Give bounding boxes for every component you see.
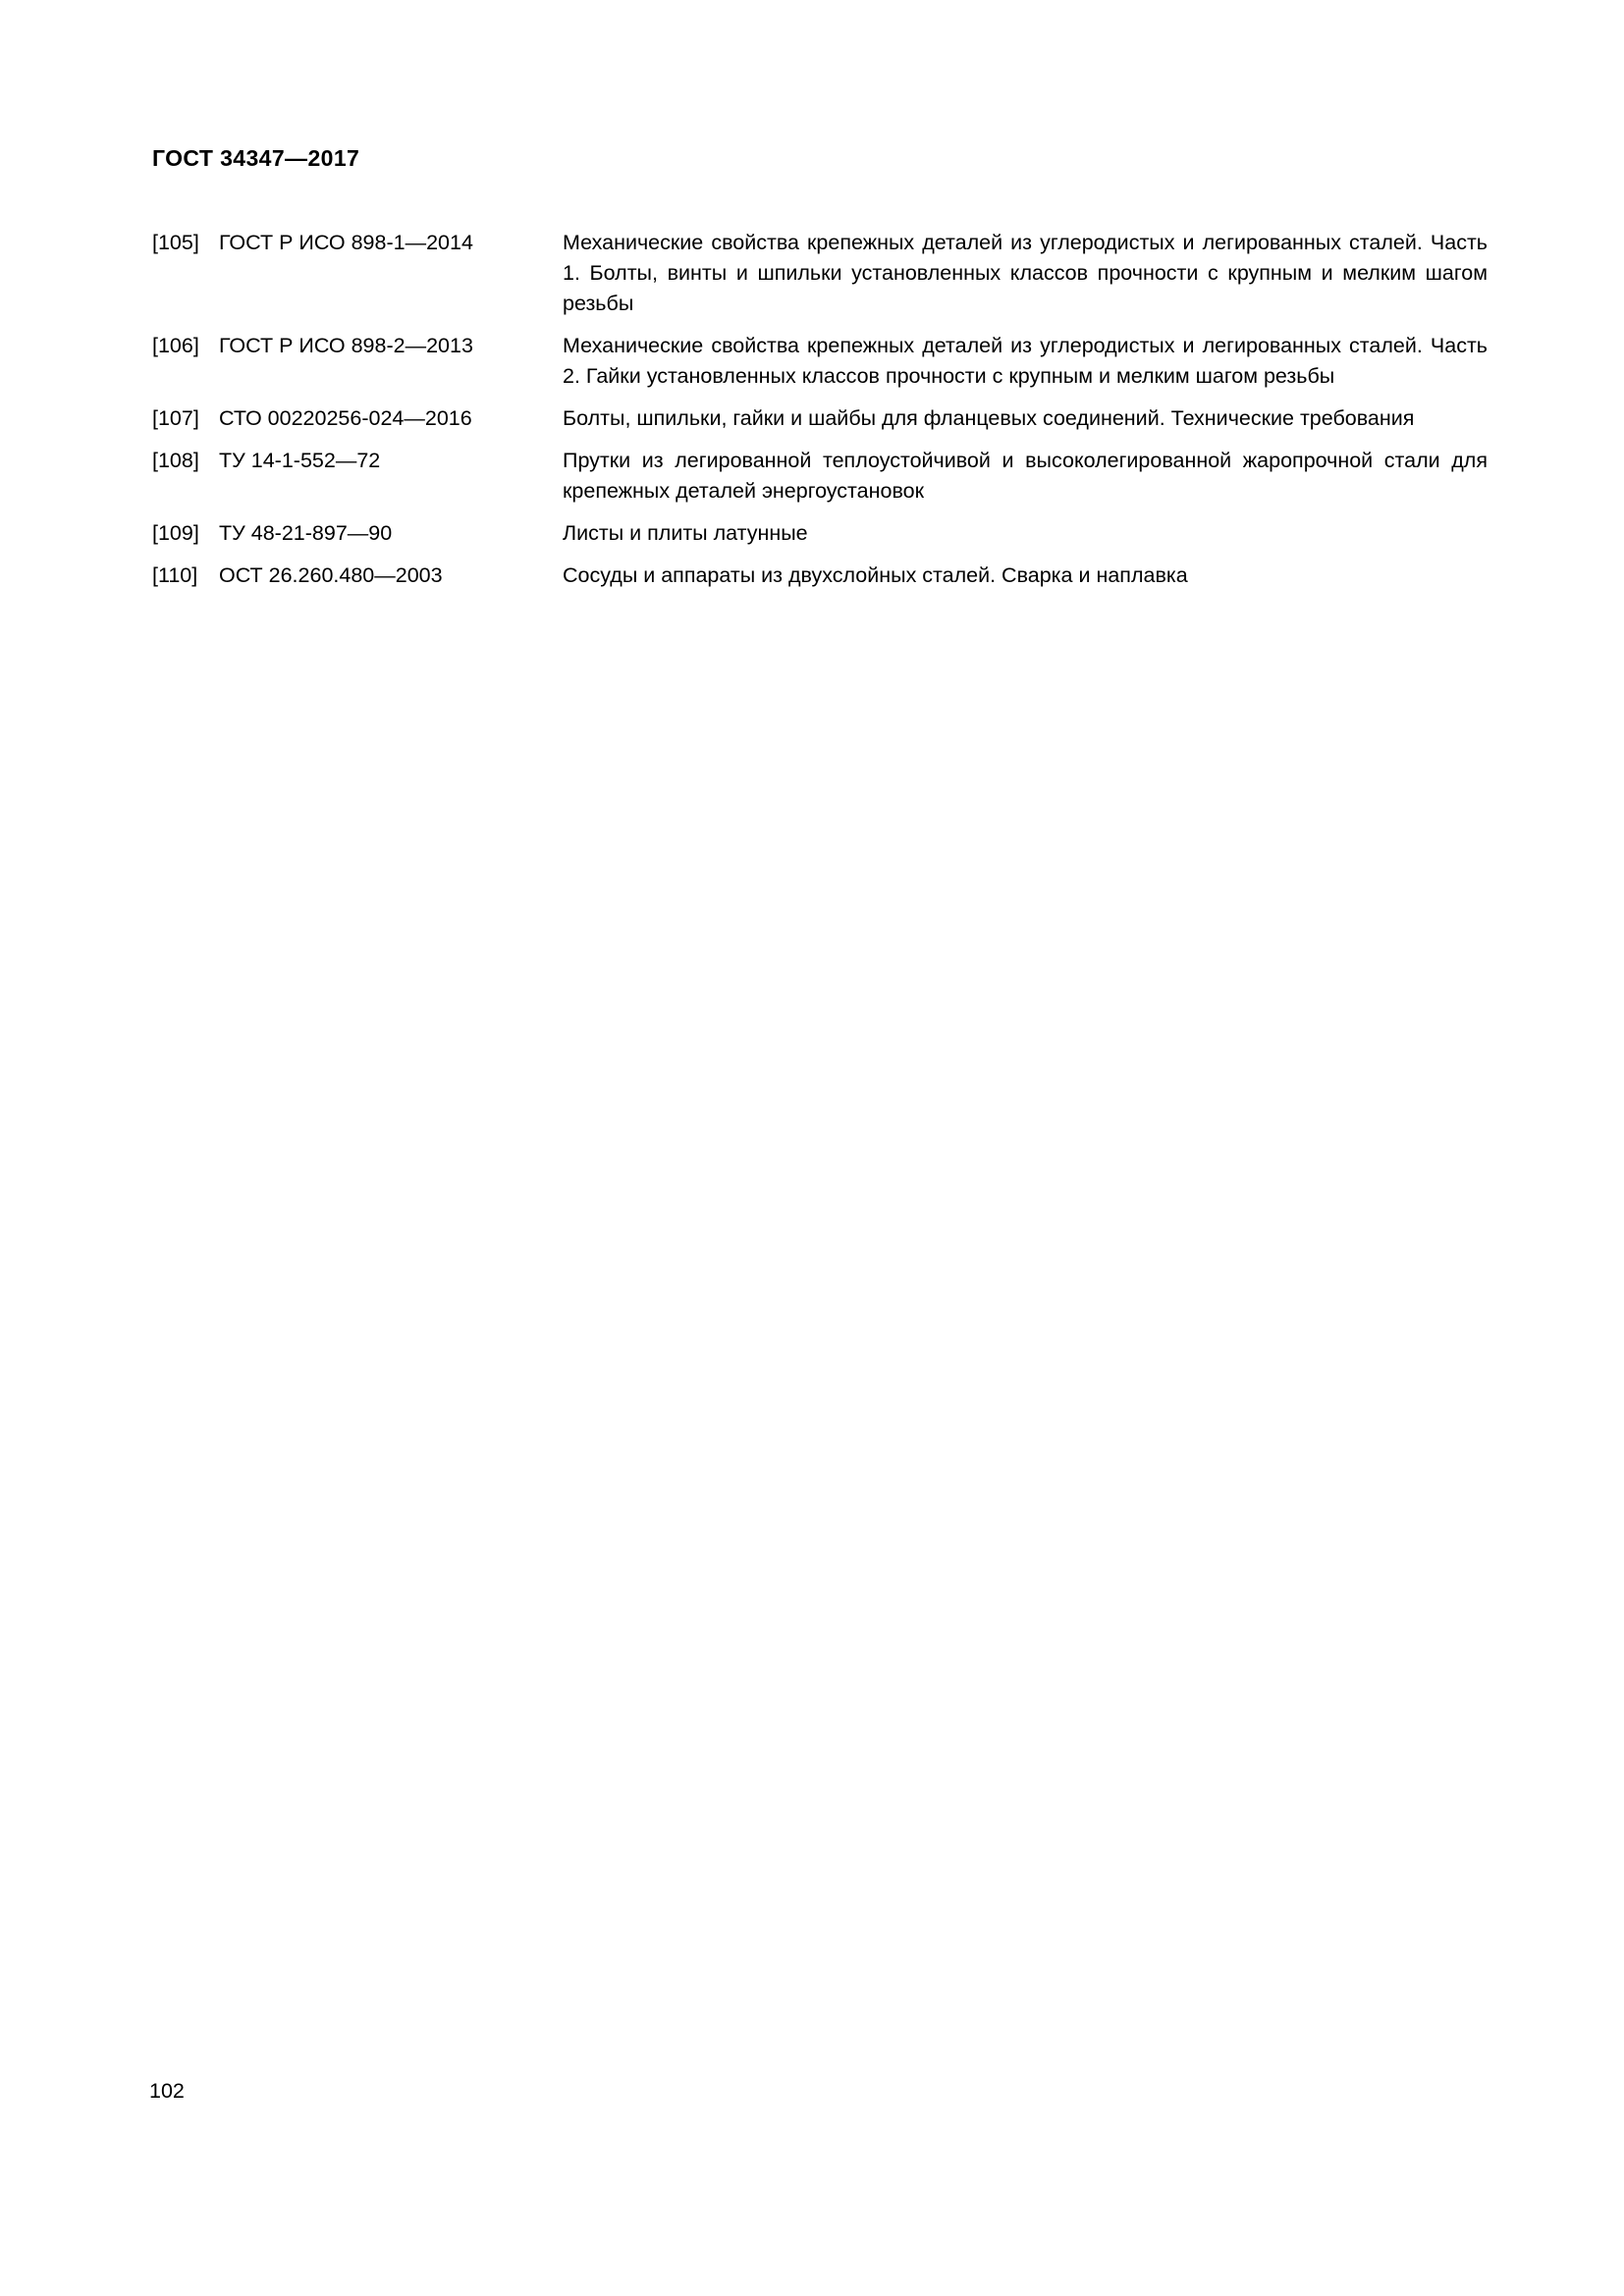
reference-number: [105] bbox=[152, 231, 199, 254]
reference-title: Механические свойства крепежных деталей из углеродистых и легированных сталей. Часть 1. Болты, винты и шпильки установленных классов прочности с крупным и мелким шагом резьбы bbox=[563, 231, 1488, 315]
reference-code: ТУ 48-21-897—90 bbox=[219, 521, 393, 545]
reference-code: ОСТ 26.260.480—2003 bbox=[219, 563, 443, 587]
reference-number: [109] bbox=[152, 521, 199, 545]
reference-code: ГОСТ Р ИСО 898-2—2013 bbox=[219, 334, 473, 357]
reference-code: СТО 00220256-024—2016 bbox=[219, 406, 472, 430]
list-item bbox=[152, 518, 1488, 549]
page-number: 102 bbox=[149, 2079, 185, 2103]
reference-code: ТУ 14-1-552—72 bbox=[219, 449, 381, 472]
list-item bbox=[152, 446, 1488, 507]
bibliography-list bbox=[152, 228, 1488, 603]
reference-title: Механические свойства крепежных деталей из углеродистых и легированных сталей. Часть 2. Гайки установленных классов прочности с крупным и мелким шагом резьбы bbox=[563, 334, 1488, 388]
list-item bbox=[152, 228, 1488, 319]
list-item bbox=[152, 403, 1488, 434]
reference-number: [107] bbox=[152, 406, 199, 430]
page-header-standard-number: ГОСТ 34347—2017 bbox=[152, 145, 360, 171]
reference-title: Сосуды и аппараты из двухслойных сталей. Сварка и наплавка bbox=[563, 563, 1188, 587]
reference-title: Листы и плиты латунные bbox=[563, 521, 808, 545]
list-item bbox=[152, 561, 1488, 591]
reference-code: ГОСТ Р ИСО 898-1—2014 bbox=[219, 231, 473, 254]
reference-title: Прутки из легированной теплоустойчивой и высоколегированной жаропрочной стали для крепежных деталей энергоустановок bbox=[563, 449, 1488, 503]
reference-number: [106] bbox=[152, 334, 199, 357]
list-item bbox=[152, 331, 1488, 392]
reference-number: [110] bbox=[152, 563, 198, 587]
reference-number: [108] bbox=[152, 449, 199, 472]
reference-title: Болты, шпильки, гайки и шайбы для фланцевых соединений. Технические требования bbox=[563, 406, 1415, 430]
